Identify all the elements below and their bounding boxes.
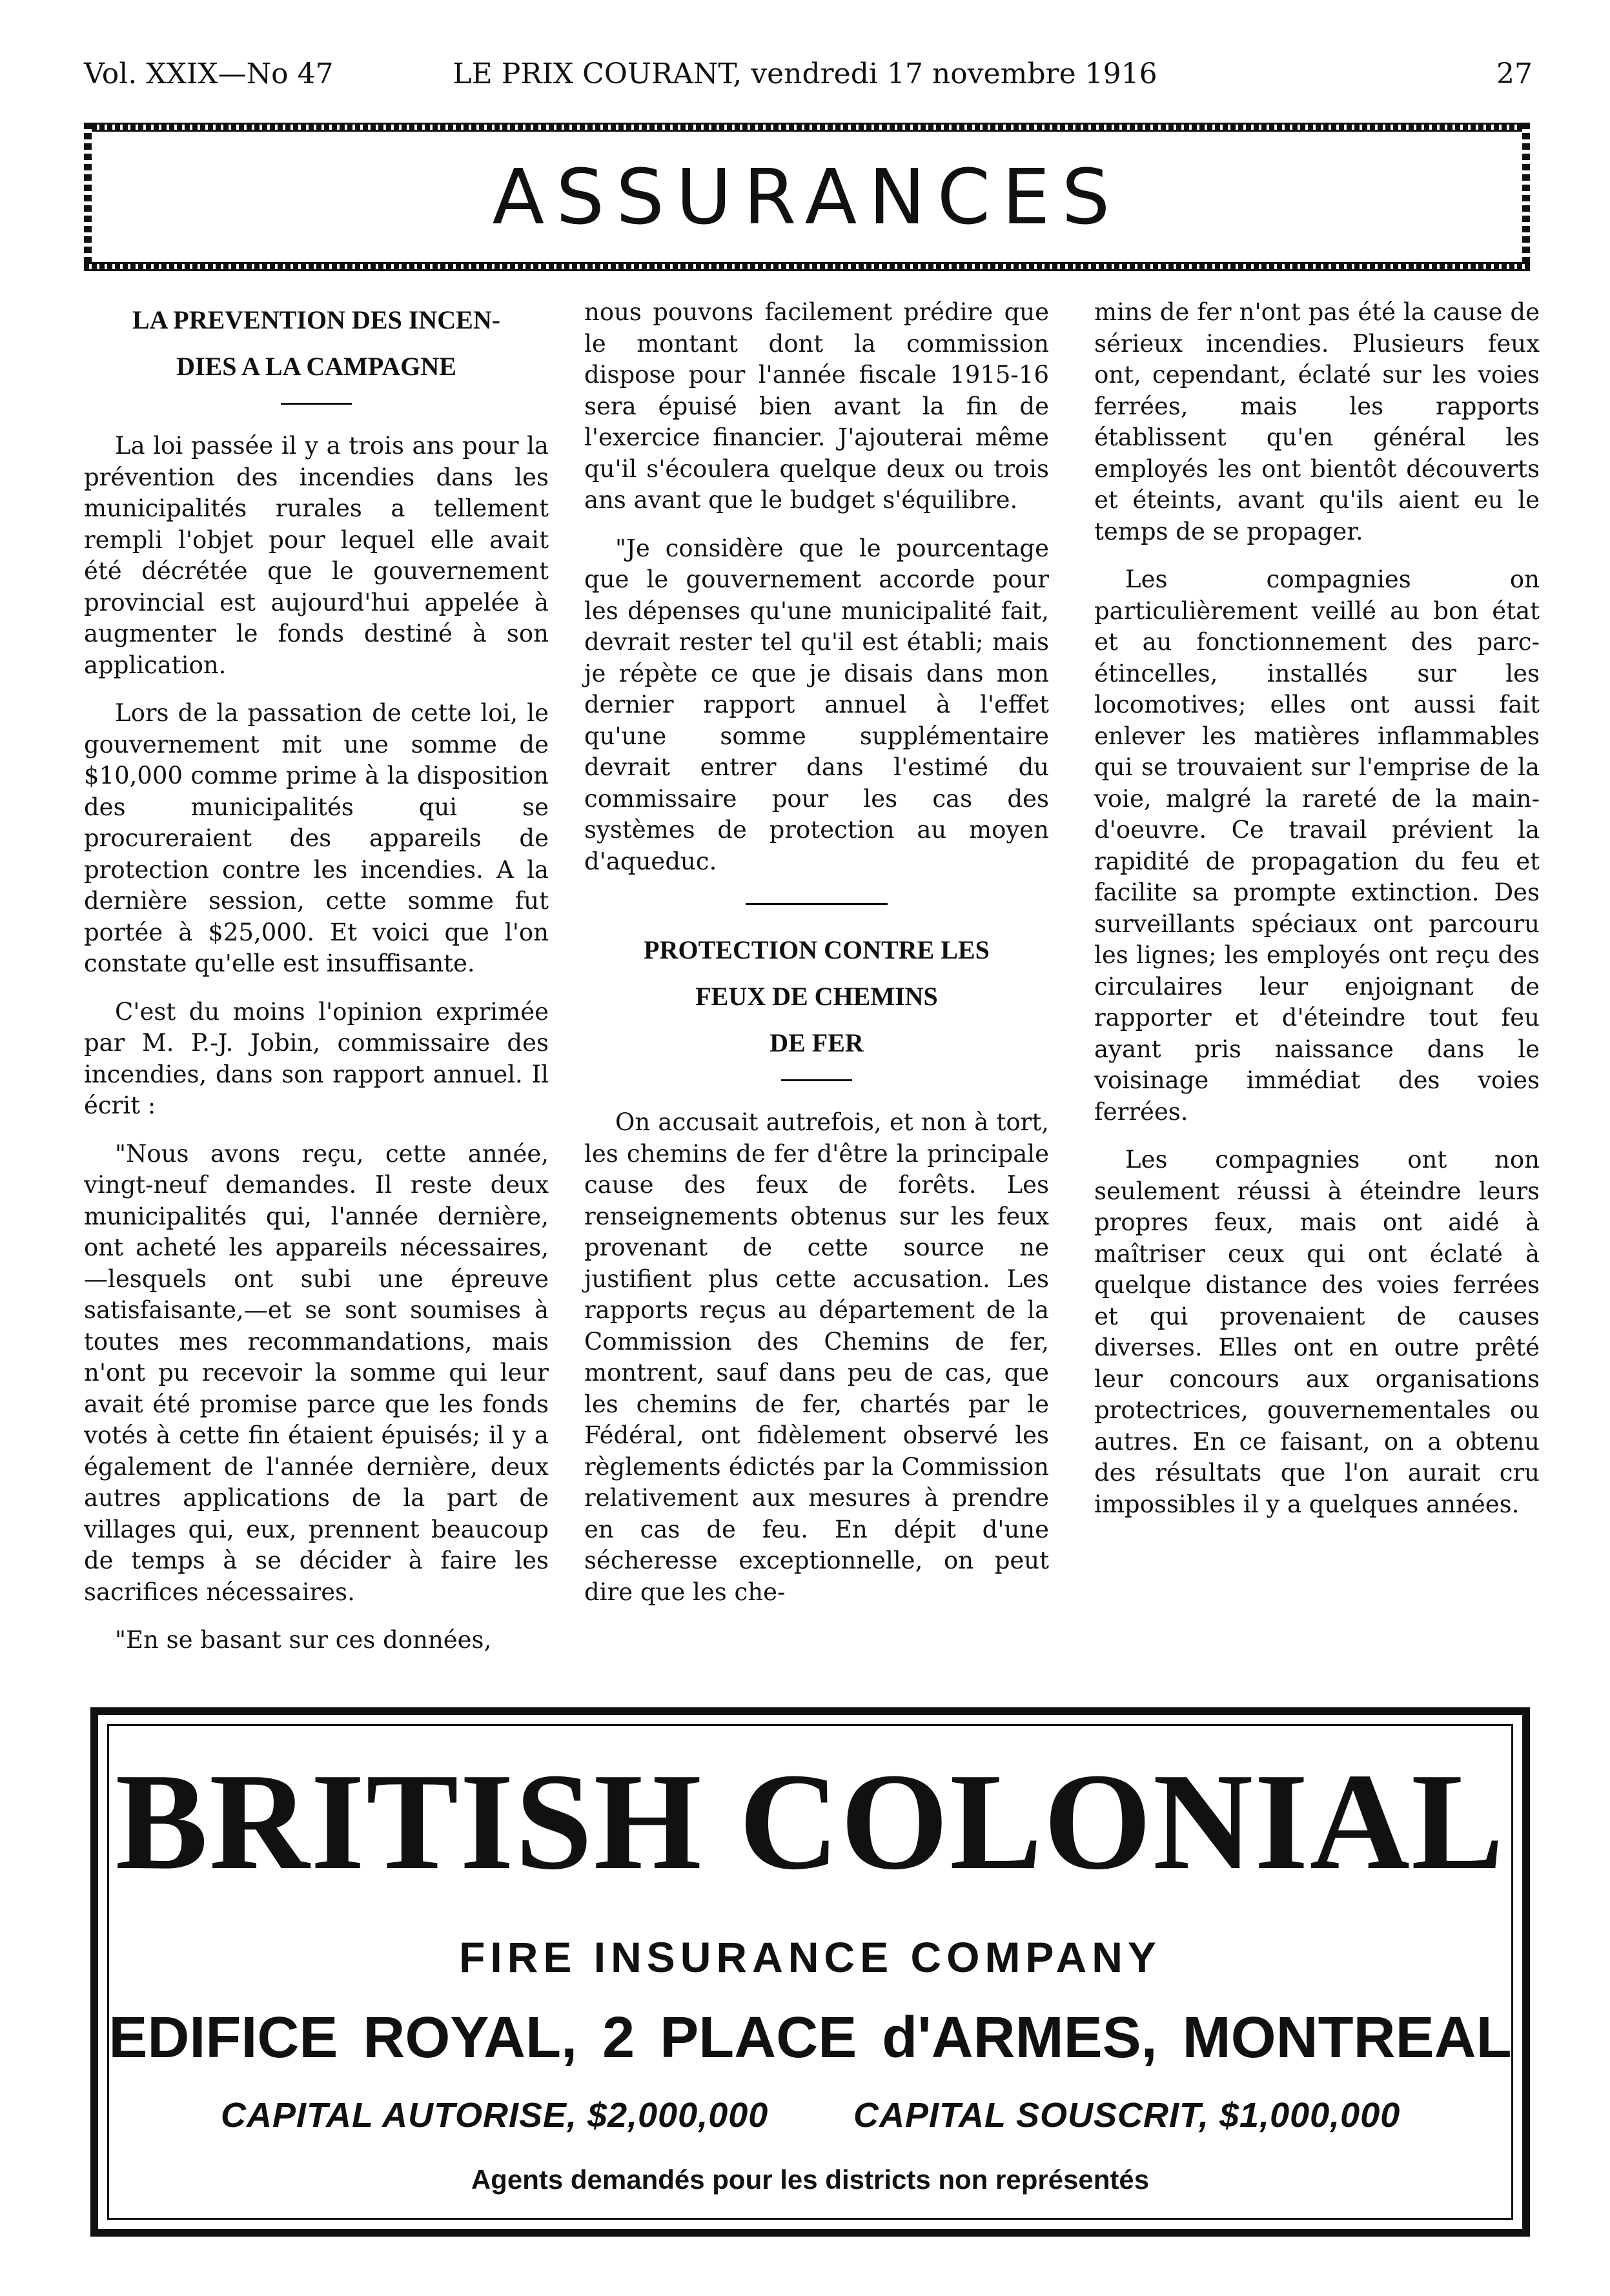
article1-paragraph: La loi passée il y a trois ans pour la prévention des incendies dans les municipalités rurales a tellement rempli l'objet pour lequel elle avait été décrétée que le gouvernement provincial est aujourd'hui appelée à augmenter le fonds destiné à son application. bbox=[84, 432, 549, 679]
article2-headline-line3: DE FER bbox=[769, 1028, 864, 1057]
article2-paragraph: On accusait autrefois, et non à tort, les chemins de fer d'être la principale cause des feux de forêts. Les renseignements obtenus sur les feux provenant de cette source ne justifient plus cette accusation. Les rapports reçus au département de la Commission des Chemins de fer, montrent, sauf dans peu de cas, que les chemins de fer, chartés par le Fédéral, ont fidèlement observé les règlements édictés par la Commission relativement aux mesures à prendre en cas de feu. En dépit d'une sécheresse exceptionnelle, on peut dire que les che- bbox=[584, 1108, 1049, 1606]
capital-authorized: CAPITAL AUTORISE, $2,000,000 bbox=[221, 2096, 769, 2135]
article1-paragraph: Lors de la passation de cette loi, le gouvernement mit une somme de $10,000 comme prime à la disposition des municipalités qui se procureraient des appareils de protection contre les incendies. A la dernière session, cette somme fut portée à $25,000. Et voici que l'on constate qu'elle est insuffisante. bbox=[84, 699, 549, 977]
banner-border-right bbox=[1522, 123, 1530, 271]
article2-headline-line2: FEUX DE CHEMINS bbox=[695, 982, 938, 1011]
article1-headline-line1: LA PREVENTION DES INCEN- bbox=[132, 305, 501, 334]
headline-divider bbox=[281, 403, 352, 405]
capital-subscribed: CAPITAL SOUSCRIT, $1,000,000 bbox=[853, 2096, 1401, 2135]
article2-headline bbox=[584, 927, 1049, 1066]
column-3 bbox=[1094, 297, 1540, 1537]
article2-paragraph: Les compagnies on particulièrement veillé au bon état et au fonctionnement des parc-étincelles, installés sur les locomotives; elles ont aussi fait enlever les matières inflammables qui se trouvaient sur l'emprise de la voie, malgré la rareté de la main-d'oeuvre. Ce travail prévient la rapidité de propagation du feu et facilite sa prompte extinction. Des surveillants spéciaux ont parcouru les lignes; les employés ont reçu des circulaires leur enjoignant de rapporter et d'éteindre tout feu ayant pris naissance dans le voisinage immédiat des voies ferrées. bbox=[1094, 565, 1540, 1126]
article1-paragraph: "Nous avons reçu, cette année, vingt-neuf demandes. Il reste deux municipalités qui, l'année dernière, ont acheté les appareils nécessaires,—lesquels ont subi une épreuve satisfaisante,—et se sont soumises à toutes mes recommandations, mais n'ont pu recevoir la somme qui leur avait été promise parce que les fonds votés à cette fin étaient épuisés; il y a également de l'année dernière, deux autres applications de la part de villages qui, eux, prennent beaucoup de temps à se décider à faire les sacrifices nécessaires. bbox=[84, 1139, 549, 1606]
article1-paragraph: "Je considère que le pourcentage que le gouvernement accorde pour les dépenses qu'une municipalité fait, devrait rester tel qu'il est établi; mais je répète ce que je disais dans mon dernier rapport annuel à l'effet qu'une somme supplémentaire devrait entrer dans l'estimé du commissaire pour les cas des systèmes de protection au moyen d'aqueduc. bbox=[584, 534, 1049, 875]
advertisement-subtitle: FIRE INSURANCE COMPANY bbox=[459, 1933, 1161, 1981]
article2-headline-line1: PROTECTION CONTRE LES bbox=[644, 935, 990, 964]
article2-paragraph: Les compagnies ont non seulement réussi à éteindre leurs propres feux, mais ont aidé à maîtriser ceux qui ont éclaté à quelque distance des voies ferrées et qui provenaient de causes diverses. Elles ont en outre prêté leur concours aux organisations protectrices, gouvernementales ou autres. En ce faisant, on a obtenu des résultats que l'on aurait cru impossibles il y a quelques années. bbox=[1094, 1146, 1540, 1518]
article1-paragraph: nous pouvons facilement prédire que le montant dont la commission dispose pour l'année fiscale 1915-16 sera épuisé bien avant la fin de l'exercice financier. J'ajouterai même qu'il s'écoulera quelque deux ou trois ans avant que le budget s'équilibre. bbox=[584, 298, 1049, 514]
page-number: 27 bbox=[1496, 57, 1533, 90]
section-title: ASSURANCES bbox=[492, 152, 1122, 241]
advertisement-box bbox=[90, 1707, 1530, 2237]
volume-number: Vol. XXIX—No 47 bbox=[84, 57, 334, 90]
article-divider bbox=[746, 903, 888, 905]
banner-border-bottom bbox=[84, 262, 1530, 271]
article1-headline-line2: DIES A LA CAMPAGNE bbox=[176, 352, 456, 381]
headline-divider bbox=[781, 1079, 852, 1081]
agents-wanted-line: Agents demandés pour les districts non représentés bbox=[471, 2164, 1150, 2195]
article1-paragraph: "En se basant sur ces données, bbox=[115, 1626, 492, 1654]
section-banner bbox=[84, 123, 1530, 271]
article1-paragraph: C'est du moins l'opinion exprimée par M. P.-J. Jobin, commissaire des incendies, dans son rapport annuel. Il écrit : bbox=[84, 997, 549, 1119]
article2-paragraph: mins de fer n'ont pas été la cause de sérieux incendies. Plusieurs feux ont, cependant, éclaté sur les voies ferrées, mais les rapports établissent qu'en général les employés les ont bientôt découverts et éteints, avant qu'ils aient eu le temps de se propager. bbox=[1094, 298, 1540, 545]
advertisement-address: EDIFICE ROYAL, 2 PLACE d'ARMES, MONTREAL bbox=[108, 2006, 1512, 2070]
banner-border-top bbox=[84, 123, 1530, 132]
column-2 bbox=[584, 297, 1049, 1625]
column-1 bbox=[84, 297, 549, 1673]
publication-line: LE PRIX COURANT, vendredi 17 novembre 1916 bbox=[453, 57, 1157, 90]
article1-headline bbox=[84, 297, 549, 390]
advertisement-brand: BRITISH COLONIAL bbox=[115, 1744, 1505, 1898]
